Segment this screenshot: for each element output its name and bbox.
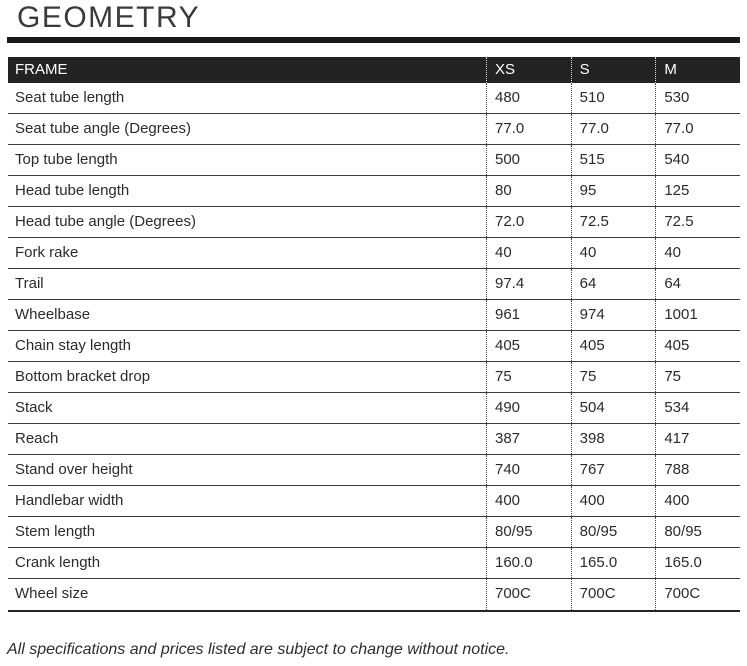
row-label: Stem length [15,523,96,540]
row-value: 405 [486,331,571,361]
row-value: 534 [655,393,740,423]
table-row [8,300,740,331]
row-value: 64 [571,269,656,299]
row-value: 405 [655,331,740,361]
row-value: 75 [655,362,740,392]
row-value: 95 [571,176,656,206]
table-row [8,176,740,207]
row-value: 40 [655,238,740,268]
row-label: Reach [15,430,59,447]
row-value: 72.0 [486,207,571,237]
table-row [8,393,740,424]
row-value: 80 [486,176,571,206]
row-label: Stand over height [15,461,133,478]
table-row [8,331,740,362]
row-value: 125 [655,176,740,206]
row-value: 165.0 [655,548,740,578]
table-row [8,517,740,548]
row-label: Bottom bracket drop [15,368,151,385]
row-value: 72.5 [655,207,740,237]
table-header-row [8,57,740,83]
table-row [8,83,740,114]
row-label: Trail [15,275,44,292]
row-value: 974 [571,300,656,330]
row-value: 160.0 [486,548,571,578]
row-value: 700C [486,579,571,610]
row-value: 398 [571,424,656,454]
table-row [8,486,740,517]
row-value: 540 [655,145,740,175]
row-value: 740 [486,455,571,485]
row-label: Seat tube angle (Degrees) [15,120,191,137]
table-header-col-xs: XS [486,57,571,83]
row-value: 700C [655,579,740,610]
row-label: Top tube length [15,151,118,168]
table-row [8,207,740,238]
row-value: 767 [571,455,656,485]
row-value: 400 [486,486,571,516]
table-row [8,548,740,579]
table-row [8,424,740,455]
row-value: 515 [571,145,656,175]
row-value: 417 [655,424,740,454]
row-value: 788 [655,455,740,485]
geometry-table [8,57,740,612]
row-value: 700C [571,579,656,610]
table-header-frame: FRAME [15,61,68,78]
row-value: 80/95 [655,517,740,547]
table-row [8,269,740,300]
table-row [8,579,740,610]
row-value: 480 [486,83,571,113]
page-title: GEOMETRY [17,1,201,34]
row-value: 75 [486,362,571,392]
row-label: Seat tube length [15,89,125,106]
row-label: Head tube angle (Degrees) [15,213,196,230]
row-label: Head tube length [15,182,130,199]
row-value: 77.0 [571,114,656,144]
row-value: 80/95 [486,517,571,547]
row-value: 961 [486,300,571,330]
row-value: 40 [486,238,571,268]
row-value: 400 [655,486,740,516]
row-label: Stack [15,399,53,416]
row-value: 490 [486,393,571,423]
row-value: 387 [486,424,571,454]
row-value: 530 [655,83,740,113]
table-row [8,145,740,176]
row-value: 77.0 [655,114,740,144]
row-value: 504 [571,393,656,423]
row-value: 40 [571,238,656,268]
row-value: 510 [571,83,656,113]
footer-note: All specifications and prices listed are subject to change without notice. [7,641,510,658]
row-label: Handlebar width [15,492,124,509]
row-value: 64 [655,269,740,299]
row-value: 72.5 [571,207,656,237]
table-row [8,114,740,145]
row-value: 1001 [655,300,740,330]
table-row [8,362,740,393]
row-value: 400 [571,486,656,516]
table-body [8,83,740,610]
table-row [8,455,740,486]
row-value: 165.0 [571,548,656,578]
row-value: 80/95 [571,517,656,547]
row-label: Wheel size [15,585,89,602]
row-value: 75 [571,362,656,392]
row-value: 77.0 [486,114,571,144]
row-label: Chain stay length [15,337,131,354]
table-header-col-m: M [655,57,740,83]
table-row [8,238,740,269]
row-value: 405 [571,331,656,361]
row-label: Crank length [15,554,101,571]
table-header-col-s: S [571,57,656,83]
row-label: Fork rake [15,244,79,261]
title-divider [7,37,740,43]
row-value: 500 [486,145,571,175]
row-value: 97.4 [486,269,571,299]
row-label: Wheelbase [15,306,91,323]
